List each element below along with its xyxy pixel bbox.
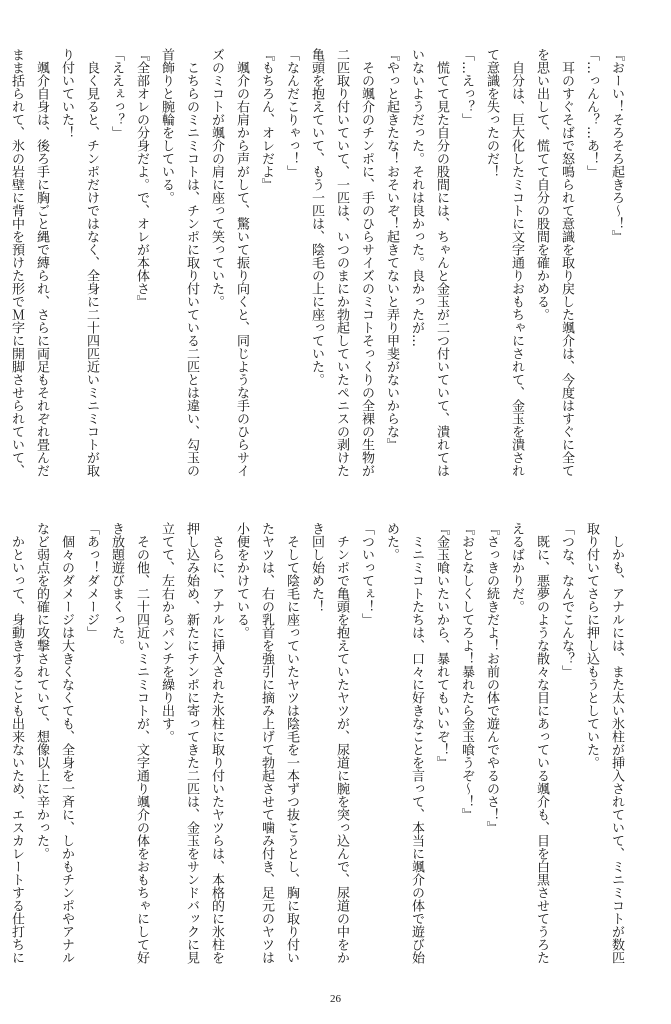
- lower-paragraph: さらに、アナルに挿入された氷柱に取り付いたヤツらは、本格的に氷柱を押し込み始め、新たにチンポに寄ってきた二匹は、金玉をサンドバックに見立てて、左右からパンチを繰り出す。: [159, 522, 224, 964]
- upper-paragraph: 自分は、巨大化したミコトに文字通りおもちゃにされて、金玉を潰されて意識を失ったのだ！: [484, 48, 524, 477]
- upper-paragraph: 『やっと起きたな！おそいぞ！起きてないと弄り甲斐がないからな』: [384, 48, 399, 451]
- upper-paragraph: 『もちろん、オレだよ』: [259, 48, 274, 191]
- lower-paragraph: 「あっ！ダメージ」: [84, 522, 99, 639]
- upper-paragraph: その颯介のチンポに、手のひらサイズのミコトそっくりの全裸の生物が二匹取り付いていて、一匹は、いつのまにか勃起していたペニスの剥けた亀頭を抱えていて、もう一匹は、陰毛の上に座っていた。: [309, 48, 374, 477]
- lower-text-block: [9, 522, 629, 972]
- upper-paragraph: 颯介の右肩から声がして、驚いて振り向くと、同じような手のひらサイズのミコトが颯介の肩に座って笑っていた。: [209, 48, 249, 477]
- lower-paragraph: その他、二十四近いミニミコトが、文字通り颯介の体をおもちゃにして好き放題遊びまくった。: [109, 522, 149, 964]
- lower-paragraph: 個々のダメージは大きくなくても、全身を一斉に、しかもチンポやアナルなど弱点を的確に攻撃されていて、想像以上に辛かった。: [34, 522, 74, 964]
- lower-paragraph: 「ついってぇ！」: [359, 522, 374, 626]
- upper-text-block: [9, 48, 629, 483]
- upper-paragraph: 颯介自身は、後ろ手に胸ごと縄で縛られ、さらに両足もそれぞれ畳んだまま括られて、氷の岩壁に背中を預けた形でＭ字に開脚させられていて、: [9, 48, 49, 477]
- upper-paragraph: 『全部オレの分身だよ。で、オレが本体さ』: [134, 48, 149, 308]
- lower-paragraph: 『金玉喰いたいから、暴れてもいいぞ！』: [434, 522, 449, 769]
- upper-paragraph: 耳のすぐそばで怒鳴られて意識を取り戻した颯介は、今度はすぐに全てを思い出して、慌てて自分の股間を確かめる。: [534, 48, 574, 477]
- upper-paragraph: 『おーい！そろそろ起きろ～！』: [609, 48, 624, 243]
- upper-paragraph: 慌てて見た自分の股間には、ちゃんと金玉が二つ付いていて、潰れてはいないようだった。それは良かった。良かったが…: [409, 48, 449, 477]
- lower-paragraph: しかも、アナルには、また太い氷柱が挿入されていて、ミニミコトが数匹取り付いてさらに押し込もうとしていた。: [584, 522, 624, 964]
- lower-paragraph: チンポで亀頭を抱えていたヤツが、尿道に腕を突っ込んで、尿道の中をかき回し始めた！: [309, 522, 349, 964]
- upper-paragraph: 「ええぇっ？」: [109, 48, 124, 139]
- upper-paragraph: 「…っんん？…あ！」: [584, 48, 599, 178]
- lower-paragraph: かといって、身動きすることも出来ないため、エスカレートする仕打ちに: [9, 535, 24, 964]
- lower-paragraph: 『おとなしくしてろよ！暴れたら金玉喰うぞ～！』: [459, 522, 474, 821]
- upper-paragraph: 「なんだこりゃっ！」: [284, 48, 299, 178]
- lower-paragraph: ミニミコトたちは、口々に好きなことを言って、本当に颯介の体で遊び始めた。: [384, 522, 424, 964]
- lower-paragraph: 既に、悪夢のような散々な目にあっている颯介も、目を白黒させてうろたえるばかりだ。: [509, 522, 549, 964]
- upper-paragraph: 「…えっ？」: [459, 48, 474, 126]
- upper-paragraph: 良く見ると、チンポだけではなく、全身に二十四匹近いミニミコトが取り付いていた！: [59, 48, 99, 477]
- upper-paragraph: こちらのミニミコトは、チンポに取り付いている二匹とは違い、勾玉の首飾りと腕輪をしている。: [159, 48, 199, 477]
- lower-paragraph: 「つな、なんでこんな？」: [559, 522, 574, 678]
- page-number: 26: [330, 993, 341, 1005]
- lower-paragraph: そして陰毛に座っていたヤツは陰毛を一本ずつ抜こうとし、胸に取り付いたヤツは、右の乳首を強引に摘み上げて勃起させて噛み付き、足元のヤツは小便をかけている。: [234, 522, 299, 964]
- lower-paragraph: 『さっきの続きだよ！お前の体で遊んでやるのさ！』: [484, 522, 499, 834]
